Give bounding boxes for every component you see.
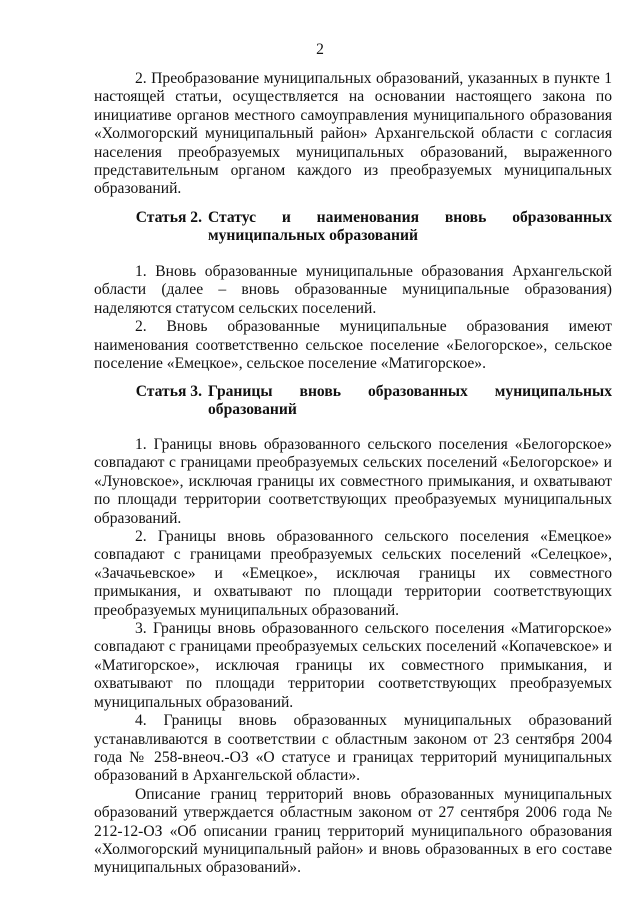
article-3-paragraph-5: Описание границ территорий вновь образованных муниципальных образований утверждается областным законом от 27 сентября 2006 года № 212-12-ОЗ «Об описании границ территорий муниципального образования «Холмогорский муниципальный район» и вновь образованных в его составе муниципальных образований».	[94, 785, 612, 877]
page-number: 2	[316, 41, 324, 58]
article-3-title: Границы вновь образованных муниципальных образований	[208, 383, 612, 419]
article-2-label: Статья 2.	[135, 209, 202, 226]
article-3-paragraph-2: 2. Границы вновь образованного сельского поселения «Емецкое» совпадают с границами преобразуемых сельских поселений «Селецкое», «Зачачьевское» и «Емецкое», исключая границы их совместного примыкания, и охватывают по площади территории соответствующих преобразуемых муниципальных образований.	[94, 528, 612, 619]
article-3-paragraph-4: 4. Границы вновь образованных муниципальных образований устанавливаются в соответствии с областным законом от 23 сентября 2004 года № 258-внеоч.-ОЗ «О статусе и границах территорий муниципальных образований в Архангельской области».	[94, 712, 612, 785]
article-2-paragraph-2: 2. Вновь образованные муниципальные образования имеют наименования соответственно сельское поселение «Белогорское», сельское поселение «Емецкое», сельское поселение «Матигорское».	[94, 318, 612, 373]
intro-paragraph: 2. Преобразование муниципальных образований, указанных в пункте 1 настоящей статьи, осуществляется на основании настоящего закона по инициативе органов местного самоуправления муниципального образования «Холмогорский муниципальный район» Архангельской области с согласия населения преобразуемых муниципальных образований, выраженного представительным органом каждого из преобразуемых муниципальных образований.	[94, 70, 612, 198]
article-2-title: Статус и наименования вновь образованных муниципальных образований	[208, 209, 612, 245]
article-3-label: Статья 3.	[135, 383, 202, 400]
article-2-paragraph-1: 1. Вновь образованные муниципальные образования Архангельской области (далее – вновь образованные муниципальные образования) наделяются статусом сельских поселений.	[94, 263, 612, 317]
article-3-paragraph-3: 3. Границы вновь образованного сельского поселения «Матигорское» совпадают с границами преобразуемых сельских поселений «Копачевское» и «Матигорское», исключая границы их совместного примыкания, и охватывают по площади территории соответствующих преобразуемых муниципальных образований.	[94, 620, 612, 711]
article-3-heading	[94, 383, 612, 420]
article-2-heading	[94, 209, 612, 246]
intro-paragraph-block	[94, 70, 612, 199]
article-3-paragraph-1: 1. Границы вновь образованного сельского поселения «Белогорское» совпадают с границами преобразуемых сельских поселений «Белогорское» и «Луновское», исключая границы их совместного примыкания, и охватывают по площади территории соответствующих преобразуемых муниципальных образований.	[94, 436, 612, 527]
article-2-body	[94, 263, 612, 373]
article-3-body	[94, 436, 612, 878]
